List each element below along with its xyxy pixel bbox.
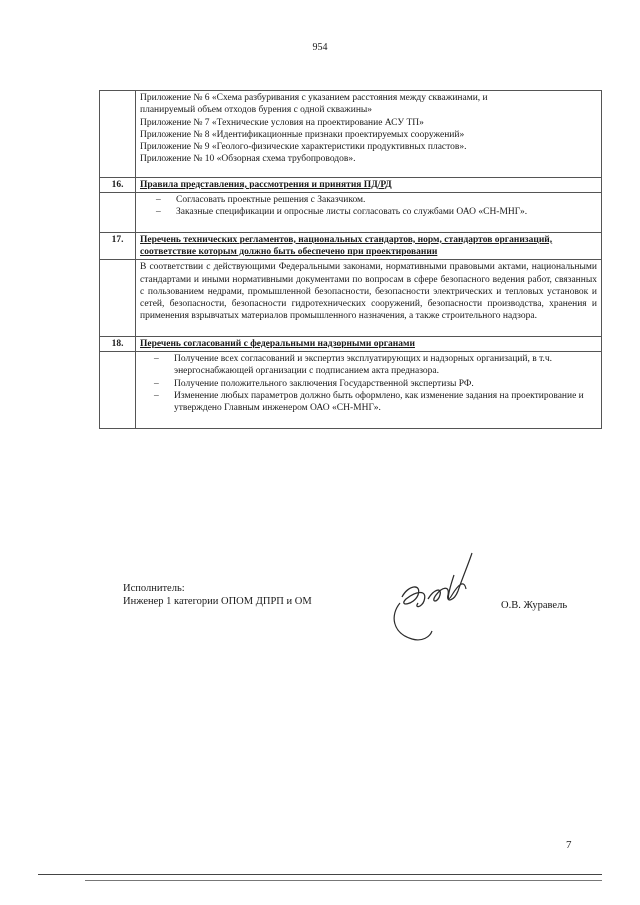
- requirements-table: [99, 90, 602, 429]
- appendix-line: Приложение № 7 «Технические условия на проектирование АСУ ТП»: [140, 117, 424, 128]
- section-number: 18.: [100, 336, 136, 351]
- appendix-line: Приложение № 9 «Геолого-физические характеристики продуктивных пластов».: [140, 142, 467, 153]
- list-item: – Согласовать проектные решения с Заказчиком.: [176, 194, 597, 206]
- appendix-list: [136, 91, 602, 178]
- section-number: 16.: [100, 177, 136, 192]
- section-body: [136, 260, 602, 336]
- appendix-line: планируемый объем отходов бурения с одной скважины»: [140, 105, 373, 116]
- row-number-empty: [100, 193, 136, 233]
- appendix-line: Приложение № 8 «Идентификационные признаки проектируемых сооружений»: [140, 129, 465, 140]
- list-item: – Получение положительного заключения Государственной экспертизы РФ.: [174, 378, 597, 390]
- page-number-bottom: 7: [566, 839, 572, 851]
- executor-position: Инженер 1 категории ОПОМ ДПРП и ОМ: [123, 596, 312, 607]
- table-row-16-header: [100, 177, 602, 192]
- executor-label: Исполнитель:: [123, 583, 185, 594]
- appendix-line: Приложение № 6 «Схема разбуривания с указанием расстояния между скважинами, и: [140, 93, 488, 103]
- table-row-17-header: [100, 232, 602, 260]
- list-item: – Изменение любых параметров должно быть оформлено, как изменение задания на проектирование и утверждено Главным инженером ОАО «СН-МНГ».: [174, 390, 597, 415]
- handwritten-signature: [388, 545, 492, 645]
- table-row-17-body: [100, 260, 602, 336]
- section-title: Перечень технических регламентов, национальных стандартов, норм, стандартов организаций, соответствие которым должно быть обеспечено при проектировании: [136, 232, 602, 260]
- executor-block: [123, 582, 312, 608]
- row-number-empty: [100, 260, 136, 336]
- appendix-line: Приложение № 10 «Обзорная схема трубопроводов».: [140, 154, 356, 165]
- section-number: 17.: [100, 232, 136, 260]
- section-body: [136, 352, 602, 428]
- row-number-empty: [100, 91, 136, 178]
- table-row-16-body: [100, 193, 602, 233]
- row-number-empty: [100, 352, 136, 428]
- requirements-list: [140, 194, 597, 219]
- page-number-top: 954: [312, 42, 328, 53]
- table-row-18-body: [100, 352, 602, 428]
- table-row-appendix: [100, 91, 602, 178]
- footer-rule-secondary: [85, 880, 602, 881]
- section-body: [136, 193, 602, 233]
- signer-name: О.В. Журавель: [501, 600, 568, 611]
- section-paragraph: В соответствии с действующими Федеральными законами, нормативными правовыми актами, национальными стандартами и иными нормативными документами по вопросам в сфере безопасного ведения работ, связанных с пользованием недрами, промышленной безопасности, безопасности электрических и тепловых установок и сетей, безопасности, безопасности гидротехнических сооружений, безопасности производства, хранения и применения взрывчатых материалов промышленного назначения, а также строительного надзора.: [140, 262, 597, 322]
- list-item: – Получение всех согласований и экспертиз эксплуатирующих и надзорных организаций, в т.ч. энергоснабжающей организации с подписанием акта предназора.: [174, 353, 597, 378]
- section-title: Перечень согласований с федеральными надзорными органами: [136, 336, 602, 351]
- footer-rule: [38, 874, 602, 875]
- approvals-list: [140, 353, 597, 414]
- list-item: – Заказные спецификации и опросные листы согласовать со службами ОАО «СН-МНГ».: [176, 206, 597, 218]
- section-title: Правила представления, рассмотрения и принятия ПД/РД: [136, 177, 602, 192]
- table-row-18-header: [100, 336, 602, 351]
